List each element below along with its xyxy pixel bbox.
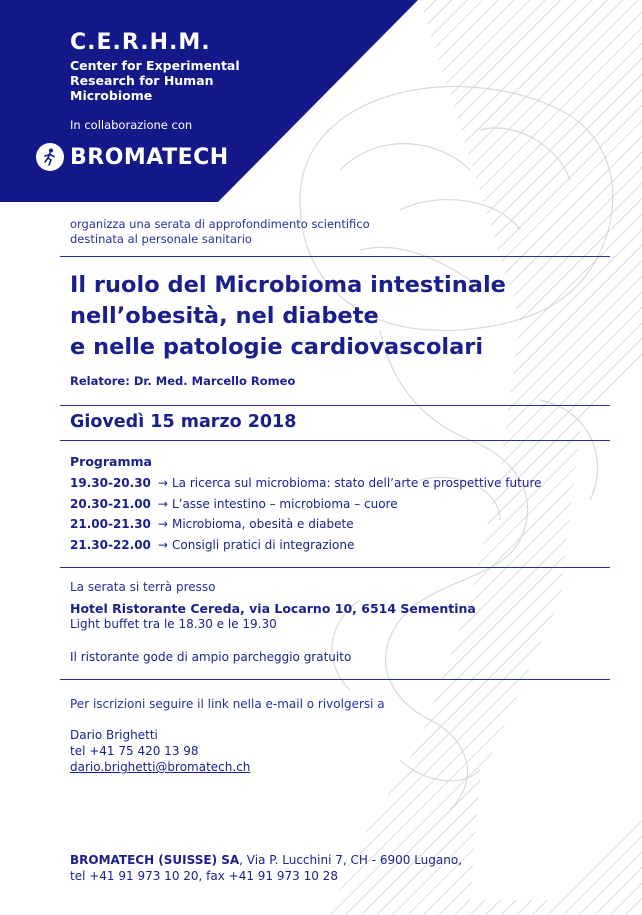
program-item (70, 473, 610, 494)
intro-line: organizza una serata di approfondimento scientifico (70, 217, 370, 231)
contact-phone: tel +41 75 420 13 98 (70, 744, 199, 758)
footer-company: BROMATECH (SUISSE) SA (70, 853, 240, 867)
program-time: 21.30-22.00 (70, 537, 151, 552)
program-topic: Consigli pratici di integrazione (171, 537, 355, 552)
program-topic: La ricerca sul microbioma: stato dell’arte e prospettive future (171, 476, 542, 490)
divider (60, 679, 610, 680)
organization-acronym: C.E.R.H.M. (70, 30, 211, 55)
program-item (70, 514, 610, 535)
event-title-line: Il ruolo del Microbioma intestinale (70, 272, 506, 298)
event-title-line: nell’obesità, nel diabete (70, 303, 379, 329)
divider (60, 405, 610, 406)
registration-text: Per iscrizioni seguire il link nella e-mail o rivolgersi a (70, 697, 385, 711)
program-topic: Microbioma, obesità e diabete (171, 517, 354, 531)
venue-name: Hotel Ristorante Cereda, via Locarno 10, 6514 Sementina (70, 601, 476, 616)
intro-text (70, 217, 410, 247)
program-time: 21.00-21.30 (70, 517, 151, 531)
organization-name (70, 58, 240, 103)
event-title (70, 270, 590, 363)
program-item (70, 494, 610, 515)
footer-line (70, 852, 462, 868)
program-time: 20.30-21.00 (70, 496, 151, 511)
bromatech-logo (36, 143, 229, 171)
venue-parking: Il ristorante gode di ampio parcheggio gratuito (70, 650, 352, 664)
speaker: Relatore: Dr. Med. Marcello Romeo (70, 374, 296, 388)
running-figure-icon (36, 143, 64, 171)
event-date: Giovedì 15 marzo 2018 (70, 412, 297, 432)
organization-block (70, 30, 240, 103)
divider (60, 440, 610, 441)
venue-buffet: Light buffet tra le 18.30 e le 19.30 (70, 617, 277, 631)
program-time: 19.30-20.30 (70, 476, 151, 490)
arrow-right-icon: → (157, 496, 168, 511)
program-item (70, 535, 610, 556)
footer-phones: tel +41 91 973 10 20, fax +41 91 973 10 28 (70, 869, 338, 883)
program-list (70, 473, 610, 555)
arrow-right-icon: → (157, 537, 168, 552)
contact-name: Dario Brighetti (70, 728, 158, 742)
footer-address: , Via P. Lucchini 7, CH - 6900 Lugano, (239, 853, 463, 867)
divider (60, 256, 610, 257)
arrow-right-icon: → (157, 476, 168, 490)
venue-intro: La serata si terrà presso (70, 580, 216, 594)
divider (60, 567, 610, 568)
arrow-right-icon: → (157, 517, 168, 531)
bromatech-logo-text: BROMATECH (70, 144, 229, 170)
organization-name-line: Center for Experimental (70, 58, 240, 73)
program-title: Programma (70, 454, 152, 469)
program-topic: L’asse intestino – microbioma – cuore (171, 496, 398, 511)
contact-email-link[interactable]: dario.brighetti@bromatech.ch (70, 760, 251, 774)
event-title-line: e nelle patologie cardiovascolari (70, 334, 484, 360)
organization-name-line: Microbiome (70, 88, 153, 103)
organization-name-line: Research for Human (70, 73, 214, 88)
intro-line: destinata al personale sanitario (70, 232, 252, 246)
collaboration-text: In collaborazione con (70, 118, 193, 132)
footer (70, 852, 462, 884)
